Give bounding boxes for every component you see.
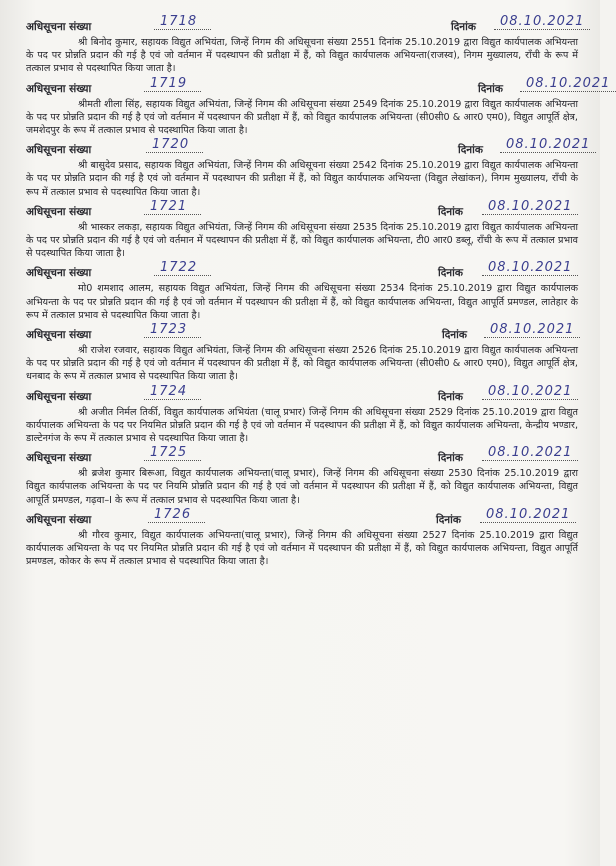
notification-entry — [26, 199, 580, 261]
notification-number: 1724 — [144, 384, 201, 400]
date-value: 08.10.2021 — [482, 384, 578, 400]
notification-entry — [26, 322, 580, 384]
entry-header — [26, 260, 580, 280]
date-label: दिनांक — [438, 390, 463, 403]
entry-header — [26, 199, 580, 219]
entry-header — [26, 137, 591, 157]
date-value: 08.10.2021 — [482, 199, 578, 215]
notification-number-label: अधिसूचना संख्या — [26, 21, 92, 33]
entry-header — [26, 14, 585, 34]
date-value: 08.10.2021 — [500, 137, 596, 153]
notification-entry — [26, 384, 580, 446]
entry-header — [26, 507, 580, 527]
notification-number-label: अधिसूचना संख्या — [26, 205, 92, 218]
entry-header — [26, 322, 580, 342]
notification-entry — [26, 137, 591, 199]
date-label: दिनांक — [451, 21, 476, 33]
date-value: 08.10.2021 — [480, 507, 576, 523]
date-label: दिनांक — [438, 267, 463, 280]
notification-text: श्री ब्रजेश कुमार बिरूआ, विद्युत कार्यपालक अभियन्ता(चालू प्रभार), जिन्हें निगम की अधिसूचना संख्या 2530 दिनांक 25.10.2019 द्वारा विद्युत कार्यपालक अभियन्ता के पद पर नियमि प्रोन्नति प्रदान की गई है एवं जो वर्तमान में पदस्थापन की प्रतीक्षा में हैं, को विद्युत कार्यपालक अभियन्ता, विद्युत आपूर्ति प्रमण्डल, गढ़वा–I के रूप में तत्काल प्रभाव से पदस्थापित किया जाता है। — [26, 468, 578, 506]
notification-number-label: अधिसूचना संख्या — [26, 82, 92, 95]
notification-text: श्री अजीत निर्मल तिर्की, विद्युत कार्यपालक अभियंता (चालू प्रभार) जिन्हें निगम की अधिसूचना संख्या 2529 दिनांक 25.10.2019 द्वारा विद्युत कार्यपालक अभियन्ता के पद पर नियमित प्रोन्नति प्रदान की गई है एवं जो वर्तमान में पदस्थापन की प्रतीक्षा में हैं, को विद्युत कार्यपालक अभियन्ता, केन्द्रीय भण्डार, डाल्टेनगंज के रूप में तत्काल प्रभाव से पदस्थापित किया जाता है। — [26, 406, 578, 445]
date-value: 08.10.2021 — [482, 260, 578, 276]
notification-entry — [26, 75, 611, 138]
notification-number: 1718 — [154, 14, 211, 30]
notification-number-label: अधिसूचना संख्या — [26, 144, 92, 157]
notification-text: मो0 शमशाद आलम, सहायक विद्युत अभियंता, जिन्हें निगम की अधिसूचना संख्या 2534 दिनांक 25.10.2019 द्वारा विद्युत कार्यपालक अभियन्ता के पद पर प्रोन्नति प्रदान की गई है एवं जो वर्तमान में पदस्थापन की प्रतीक्षा में हैं, को विद्युत कार्यपालक अभियन्ता, विद्युत आपूर्ति प्रमण्डल, लातेहार के रूप में तत्काल प्रभाव से पदस्थापित किया जाता है। — [26, 283, 578, 321]
notification-number-label: अधिसूचना संख्या — [26, 267, 92, 280]
notification-number: 1719 — [144, 76, 201, 92]
notification-entry — [26, 260, 580, 322]
date-label: दिनांक — [478, 82, 503, 95]
entry-header — [26, 384, 580, 404]
notification-entry — [26, 445, 580, 507]
notification-text: श्री राजेश रजवार, सहायक विद्युत अभियंता, जिन्हें निगम की अधिसूचना संख्या 2526 दिनांक 25.10.2019 द्वारा विद्युत कार्यपालक अभियन्ता के पद पर प्रोन्नति प्रदान की गई है एवं जो वर्तमान में पदस्थापन की प्रतीक्षा में हैं, को विद्युत कार्यपालक अभियन्ता (सी0सी0 & आर0 एम0), विद्युत आपूर्ति क्षेत्र, धनबाद के रूप में तत्काल प्रभाव से पदस्थापित किया जाता है। — [26, 345, 578, 383]
notification-number: 1721 — [144, 199, 201, 215]
date-label: दिनांक — [442, 329, 467, 342]
date-label: दिनांक — [438, 452, 463, 465]
notification-entry — [26, 14, 585, 76]
date-label: दिनांक — [438, 205, 463, 218]
notification-number: 1722 — [154, 260, 211, 276]
notification-text: श्रीमती शीला सिंह, सहायक विद्युत अभियंता, जिन्हें निगम की अधिसूचना संख्या 2549 दिनांक 25.10.2019 द्वारा विद्युत कार्यपालक अभियन्ता के पद पर प्रोन्नति प्रदान की गई है एवं जो वर्तमान में पदस्थापन की प्रतीक्षा में हैं, को विद्युत कार्यपालक अभियन्ता (सी0सी0 & आर0 एम0), विद्युत आपूर्ति क्षेत्र, जमशेदपुर के रूप में तत्काल प्रभाव से पदस्थापित किया जाता है। — [26, 98, 578, 137]
entry-header — [26, 445, 580, 465]
notification-entry — [26, 507, 580, 569]
notification-number: 1720 — [146, 137, 203, 153]
notification-text: श्री भास्कर लकड़ा, सहायक विद्युत अभियंता, जिन्हें निगम की अधिसूचना संख्या 2535 दिनांक 25.10.2019 द्वारा विद्युत कार्यपालक अभियन्ता के पद पर प्रोन्नति प्रदान की गई है एवं जो वर्तमान में पदस्थापन की प्रतीक्षा में हैं, को विद्युत कार्यपालक अभियन्ता, टी0 आर0 डब्लू, राँची के रूप में तत्काल प्रभाव से पदस्थापित किया जाता है। — [26, 221, 578, 260]
notification-text: श्री गौरव कुमार, विद्युत कार्यपालक अभियन्ता(चालू प्रभार), जिन्हें निगम की अधिसूचना संख्या 2527 दिनांक 25.10.2019 द्वारा विद्युत कार्यपालक अभियन्ता के पद पर नियमित प्रोन्नति प्रदान की गई है एवं जो वर्तमान में पदस्थापन की प्रतीक्षा में हैं, को विद्युत कार्यपालक अभियन्ता, विद्युत आपूर्ति प्रमण्डल, कोकर के रूप में तत्काल प्रभाव से पदस्थापित किया जाता है। — [26, 529, 578, 568]
notification-number-label: अधिसूचना संख्या — [26, 390, 92, 403]
date-value: 08.10.2021 — [484, 322, 580, 338]
date-value: 08.10.2021 — [482, 445, 578, 461]
notification-number-label: अधिसूचना संख्या — [26, 452, 92, 465]
date-label: दिनांक — [458, 144, 483, 157]
notification-number: 1725 — [144, 445, 201, 461]
notification-text: श्री बासुदेव प्रसाद, सहायक विद्युत अभियंता, जिन्हें निगम की अधिसूचना संख्या 2542 दिनांक 25.10.2019 द्वारा विद्युत कार्यपालक अभियन्ता के पद पर प्रोन्नति प्रदान की गई है एवं जो वर्तमान में पदस्थापन की प्रतीक्षा में हैं, को विद्युत कार्यपालक अभियन्ता (विद्युत लेखांकन), निगम मुख्यालय, राँची के रूप में तत्काल प्रभाव से पदस्थापित किया जाता है। — [26, 160, 578, 198]
date-value: 08.10.2021 — [520, 76, 616, 92]
date-label: दिनांक — [436, 513, 461, 526]
notification-number: 1726 — [148, 507, 205, 523]
notification-text: श्री बिनोद कुमार, सहायक विद्युत अभियंता, जिन्हें निगम की अधिसूचना संख्या 2551 दिनांक 25.10.2019 द्वारा विद्युत कार्यपालक अभियन्ता के पद पर प्रोन्नति प्रदान की गई है एवं जो वर्तमान में पदस्थापन की प्रतीक्षा में हैं, को विद्युत कार्यपालक अभियन्ता(राजस्व), निगम मुख्यालय, राँची के रूप में तत्काल प्रभाव से पदस्थापित किया जाता है। — [26, 37, 578, 75]
notification-number: 1723 — [144, 322, 201, 338]
notification-number-label: अधिसूचना संख्या — [26, 329, 92, 342]
entry-header — [26, 75, 611, 96]
notification-number-label: अधिसूचना संख्या — [26, 513, 92, 526]
date-value: 08.10.2021 — [494, 14, 590, 30]
